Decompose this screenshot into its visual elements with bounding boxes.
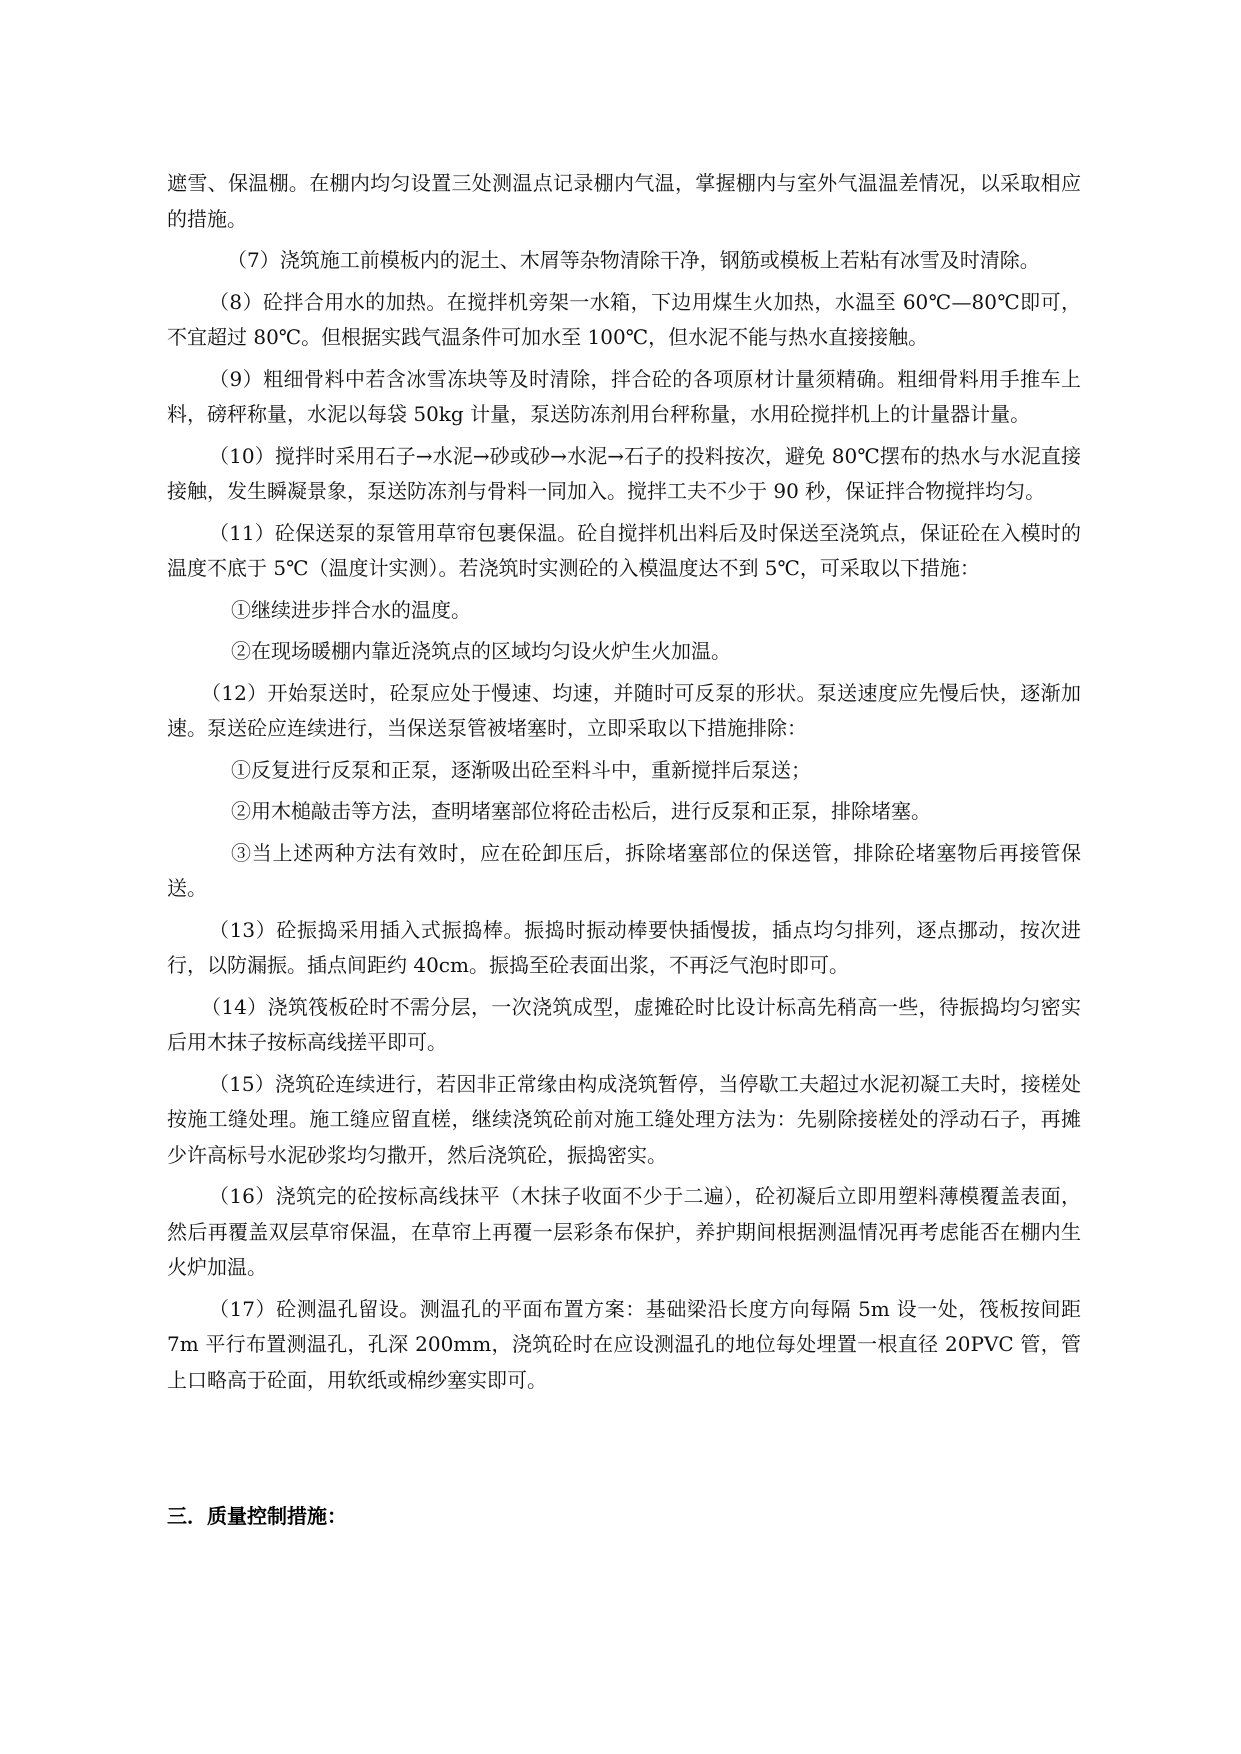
section-heading-quality-control: 三．质量控制措施： (167, 1504, 347, 1528)
paragraph-item-13: （13）砼振捣采用插入式振捣棒。振捣时振动棒要快插慢拔，插点均匀排列，逐点挪动，按次进行，以防漏振。插点间距约 40cm。振捣至砼表面出浆，不再泛气泡时即可。 (167, 917, 1081, 977)
paragraph-item-9: （9）粗细骨料中若含冰雪冻块等及时清除，拌合砼的各项原材计量须精确。粗细骨料用手推车上料，磅秤称量，水泥以每袋 50kg 计量，泵送防冻剂用台秤称量，水用砼搅拌机上的计量器计量。 (167, 366, 1081, 426)
paragraph-shelter: 遮雪、保温棚。在棚内均匀设置三处测温点记录棚内气温，掌握棚内与室外气温温差情况，以采取相应的措施。 (167, 171, 1081, 231)
document-body (167, 166, 1081, 1398)
paragraph-item-14: （14）浇筑筏板砼时不需分层，一次浇筑成型，虚摊砼时比设计标高先稍高一些，待振捣均匀密实后用木抹子按标高线搓平即可。 (167, 994, 1081, 1054)
paragraph-item-8: （8）砼拌合用水的加热。在搅拌机旁架一水箱，下边用煤生火加热，水温至 60℃—80℃即可，不宜超过 80℃。但根据实践气温条件可加水至 100℃，但水泥不能与热水直接接触。 (167, 289, 1081, 349)
paragraph-item-15: （15）浇筑砼连续进行，若因非正常缘由构成浇筑暂停，当停歇工夫超过水泥初凝工夫时，接槎处按施工缝处理。施工缝应留直槎，继续浇筑砼前对施工缝处理方法为：先剔除接槎处的浮动石子，再摊少许高标号水泥砂浆均匀撒开，然后浇筑砼，振捣密实。 (167, 1071, 1081, 1167)
paragraph-item-12: （12）开始泵送时，砼泵应处于慢速、均速，并随时可反泵的形状。泵送速度应先慢后快，逐渐加速。泵送砼应连续进行，当保送泵管被堵塞时，立即采取以下措施排除： (167, 680, 1081, 740)
paragraph-item-7: （7）浇筑施工前模板内的泥土、木屑等杂物清除干净，钢筋或模板上若粘有冰雪及时清除。 (227, 248, 1040, 272)
paragraph-item-16: （16）浇筑完的砼按标高线抹平（木抹子收面不少于二遍），砼初凝后立即用塑料薄模覆盖表面，然后再覆盖双层草帘保温，在草帘上再覆一层彩条布保护，养护期间根据测温情况再考虑能否在棚内生火炉加温。 (167, 1184, 1081, 1279)
blockage-step-1: ①反复进行反泵和正泵，逐渐吸出砼至料斗中，重新搅拌后泵送； (231, 757, 811, 782)
blockage-step-3: ③当上述两种方法有效时，应在砼卸压后，拆除堵塞部位的保送管，排除砼堵塞物后再接管保送。 (167, 840, 1081, 900)
measure-item-1: ①继续进步拌合水的温度。 (231, 597, 471, 622)
paragraph-item-10: （10）搅拌时采用石子→水泥→砂或砂→水泥→石子的投料按次，避免 80℃摆布的热水与水泥直接接触，发生瞬凝景象，泵送防冻剂与骨料一同加入。搅拌工夫不少于 90 秒，保证拌合物搅拌均匀。 (167, 443, 1081, 503)
blockage-step-2: ②用木槌敲击等方法，查明堵塞部位将砼击松后，进行反泵和正泵，排除堵塞。 (231, 799, 931, 823)
paragraph-item-17: （17）砼测温孔留设。测温孔的平面布置方案：基础梁沿长度方向每隔 5m 设一处，筏板按间距 7m 平行布置测温孔，孔深 200mm，浇筑砼时在应设测温孔的地位每处埋置一根直径 20PVC 管，管上口略高于砼面，用软纸或棉纱塞实即可。 (167, 1296, 1081, 1392)
paragraph-item-11: （11）砼保送泵的泵管用草帘包裹保温。砼自搅拌机出料后及时保送至浇筑点，保证砼在入模时的温度不底于 5℃（温度计实测）。若浇筑时实测砼的入模温度达不到 5℃，可采取以下措施： (167, 520, 1081, 580)
measure-item-2: ②在现场暖棚内靠近浇筑点的区域均匀设火炉生火加温。 (231, 639, 731, 663)
